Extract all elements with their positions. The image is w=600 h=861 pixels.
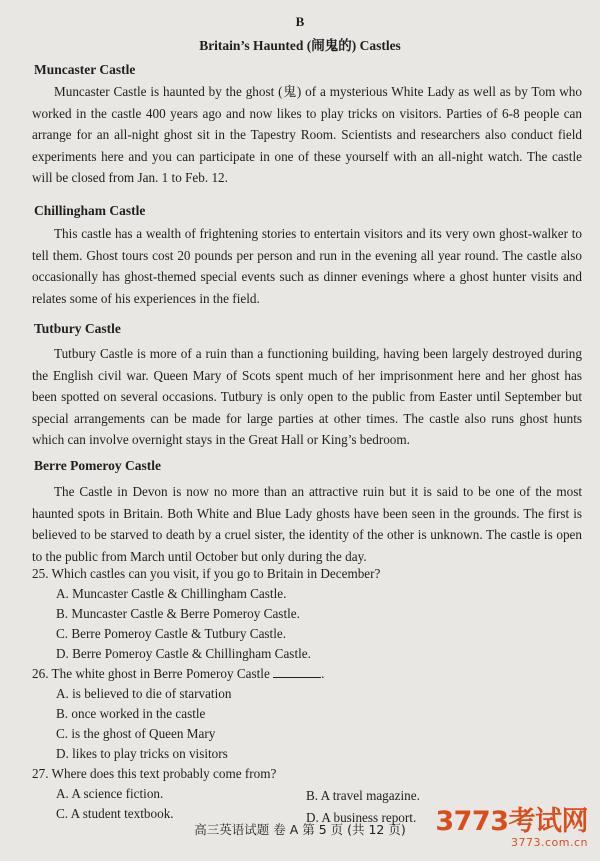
question-26-option-a: A. is believed to die of starvation bbox=[56, 686, 232, 701]
watermark-logo bbox=[435, 808, 588, 849]
question-26 bbox=[32, 666, 324, 682]
question-26-stem-end: . bbox=[321, 666, 325, 681]
watermark-logo-text: 3773考试网 bbox=[435, 806, 588, 837]
castle-text-chillingham: This castle has a wealth of frightening stories to entertain visitors and its very own ghost-walker to tell them. Ghost tours cost 20 pounds per person and run in the evening all year round. The castle also occasionally has ghost-themed special events such as dinner evenings where a ghost hunter visits and relates some of his experiences in the field. bbox=[32, 226, 582, 306]
question-27-option-d: D. A business report. bbox=[306, 810, 417, 825]
question-26-option-c: C. is the ghost of Queen Mary bbox=[56, 726, 216, 741]
page-footer: 高三英语试题 卷 A 第 5 页 (共 12 页) bbox=[194, 822, 406, 837]
castle-text-tutbury: Tutbury Castle is more of a ruin than a functioning building, having been largely destroyed during the English civil war. Queen Mary of Scots spent much of her imprisonment here and her ghost has been spotted on several occasions. Tutbury is only open to the public from Easter until September but special arrangements can be made for large parties at other times. The castle also runs ghost hunts which can involve overnight stays in the Great Hall or King’s bedroom. bbox=[32, 346, 582, 447]
question-26-option-b: B. once worked in the castle bbox=[56, 706, 206, 721]
question-26-option-d: D. likes to play tricks on visitors bbox=[56, 746, 228, 761]
passage-title: Britain’s Haunted (闹鬼的) Castles bbox=[199, 38, 401, 53]
question-27-option-a: A. A science fiction. bbox=[56, 786, 164, 801]
question-27: 27. Where does this text probably come from? bbox=[32, 766, 277, 781]
question-27-option-c: C. A student textbook. bbox=[56, 806, 174, 821]
castle-heading-chillingham: Chillingham Castle bbox=[34, 203, 146, 218]
question-25-option-a: A. Muncaster Castle & Chillingham Castle. bbox=[56, 586, 287, 601]
castle-text-berre-pomeroy: The Castle in Devon is now no more than an attractive ruin but it is said to be one of the most haunted spots in Britain. Both White and Blue Lady ghosts have been seen in the grounds. The first is believed to be starved to death by a cruel sister, the identity of the other is unknown. The castle is open to the public from March until October but only during the day. bbox=[32, 484, 582, 564]
question-26-stem: 26. The white ghost in Berre Pomeroy Castle bbox=[32, 666, 270, 681]
castle-heading-berre-pomeroy: Berre Pomeroy Castle bbox=[34, 458, 161, 473]
watermark-url: 3773.com.cn bbox=[511, 836, 588, 849]
question-25-option-d: D. Berre Pomeroy Castle & Chillingham Castle. bbox=[56, 646, 311, 661]
answer-blank bbox=[273, 677, 321, 678]
question-25: 25. Which castles can you visit, if you go to Britain in December? bbox=[32, 566, 381, 581]
section-letter: B bbox=[295, 14, 305, 29]
castle-heading-muncaster: Muncaster Castle bbox=[34, 62, 136, 77]
castle-heading-tutbury: Tutbury Castle bbox=[34, 321, 121, 336]
question-25-option-b: B. Muncaster Castle & Berre Pomeroy Castle. bbox=[56, 606, 300, 621]
question-27-option-b: B. A travel magazine. bbox=[306, 788, 420, 803]
castle-text-muncaster: Muncaster Castle is haunted by the ghost (鬼) of a mysterious White Lady as well as by Tom who worked in the castle 400 years ago and now likes to play tricks on visitors. Parties of 6-8 people can arrange for an all-night ghost sit in the Tapestry Room. Scientists and researchers also conduct field experiments here and you can participate in one of these yourself with an all-night watch. The castle will be closed from Jan. 1 to Feb. 12. bbox=[32, 84, 582, 185]
question-25-option-c: C. Berre Pomeroy Castle & Tutbury Castle. bbox=[56, 626, 287, 641]
